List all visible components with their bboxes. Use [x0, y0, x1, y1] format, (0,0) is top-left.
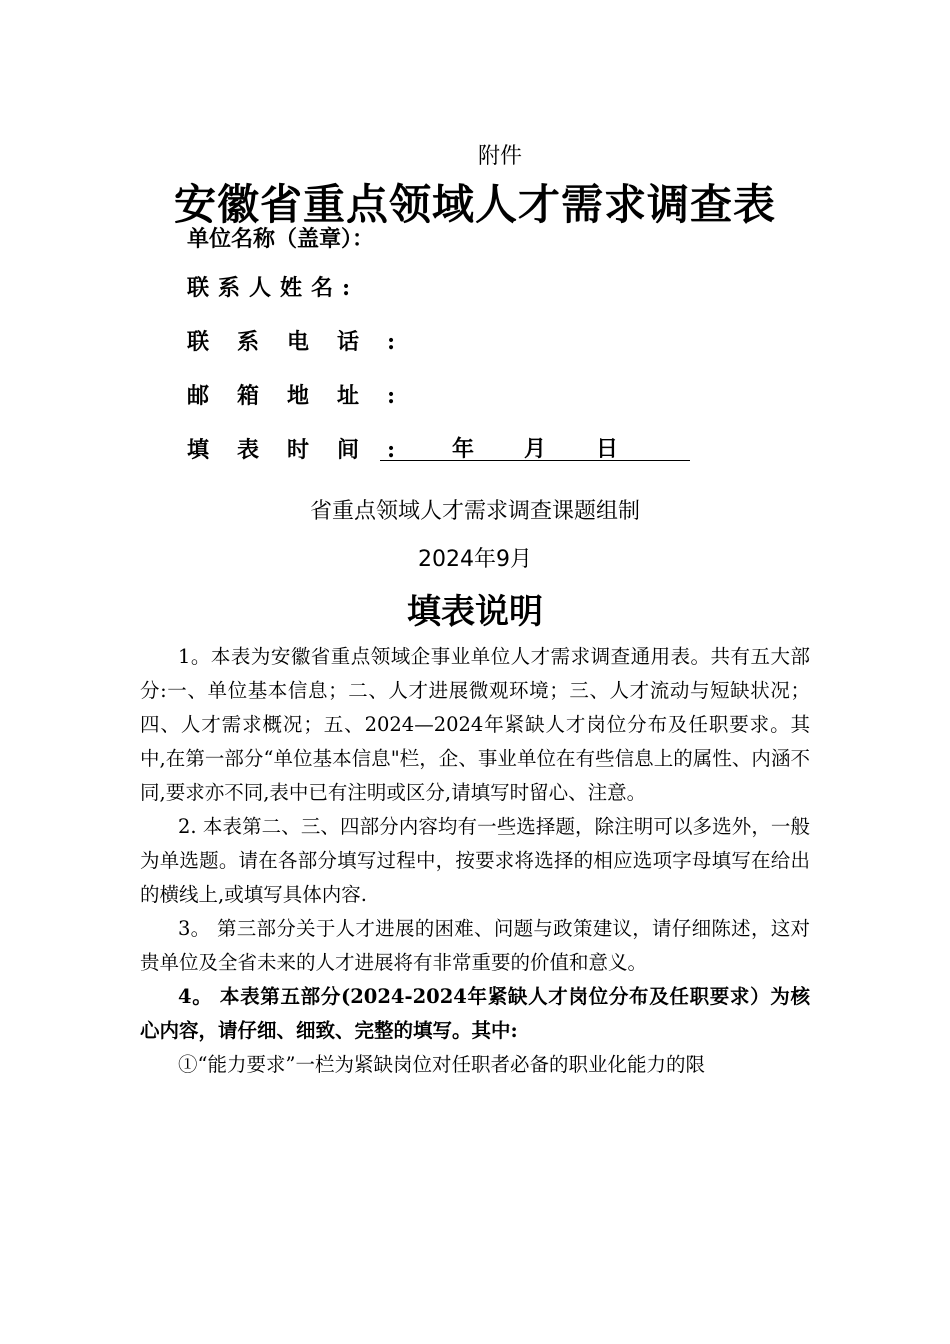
- organizer-line: 省重点领域人才需求调查课题组制: [309, 499, 640, 524]
- instructions-heading: 填表说明: [407, 592, 543, 632]
- unit-name-label: 单位名称（盖章）：: [187, 226, 375, 252]
- email-colon: :: [387, 383, 396, 409]
- instruction-paragraph-3: 3。 第三部分关于人才进展的困难、问题与政策建议，请仔细陈述，这对贵单位及全省未来的人才进展将有非常重要的价值和意义。: [140, 917, 810, 974]
- instruction-paragraph-5: ①“能力要求”一栏为紧缺岗位对任职者必备的职业化能力的限: [178, 1053, 705, 1076]
- instruction-paragraph-4: 4。 本表第五部分(2024-2024年紧缺人才岗位分布及任职要求）为核心内容，请仔细、细致、完整的填写。其中:: [140, 985, 810, 1042]
- year-label: 年: [452, 436, 475, 462]
- instruction-paragraph-1: 1。本表为安徽省重点领域企事业单位人才需求调查通用表。共有五大部分:一、单位基本信息；二、人才进展微观环境；三、人才流动与短缺状况；四、人才需求概况；五、2024—2024年紧缺人才岗位分布及任职要求。其中,在第一部分“单位基本信息"栏，企、事业单位在有些信息上的属性、内涵不同,要求亦不同,表中已有注明或区分,请填写时留心、注意。: [140, 645, 810, 804]
- instructions-body: [140, 640, 810, 1082]
- contact-phone-field: [187, 325, 395, 356]
- contact-phone-colon: :: [387, 329, 396, 355]
- fill-time-field: [187, 433, 395, 464]
- unit-name-field: [187, 222, 374, 253]
- month-label: 月: [524, 436, 547, 462]
- fill-time-label: 填表时间: [187, 437, 388, 463]
- contact-name-label: 联系人姓名: [187, 275, 343, 301]
- contact-phone-label: 联系电话: [187, 329, 388, 355]
- instruction-paragraph-2: 2. 本表第二、三、四部分内容均有一些选择题，除注明可以多选外，一般为单选题。请在各部分填写过程中，按要求将选择的相应选项字母填写在给出的横线上,或填写具体内容.: [140, 815, 810, 906]
- issue-date: 2024年9月: [418, 547, 532, 572]
- attachment-label: 附件: [477, 144, 522, 169]
- email-label: 邮箱地址: [187, 383, 388, 409]
- day-label: 日: [596, 436, 619, 462]
- form-title: 安徽省重点领域人才需求调查表: [173, 180, 776, 229]
- email-field: [187, 379, 395, 410]
- fill-date-line[interactable]: [380, 432, 690, 461]
- fill-time-colon: :: [387, 437, 396, 463]
- contact-name-field: [187, 271, 350, 302]
- contact-name-colon: :: [342, 275, 351, 301]
